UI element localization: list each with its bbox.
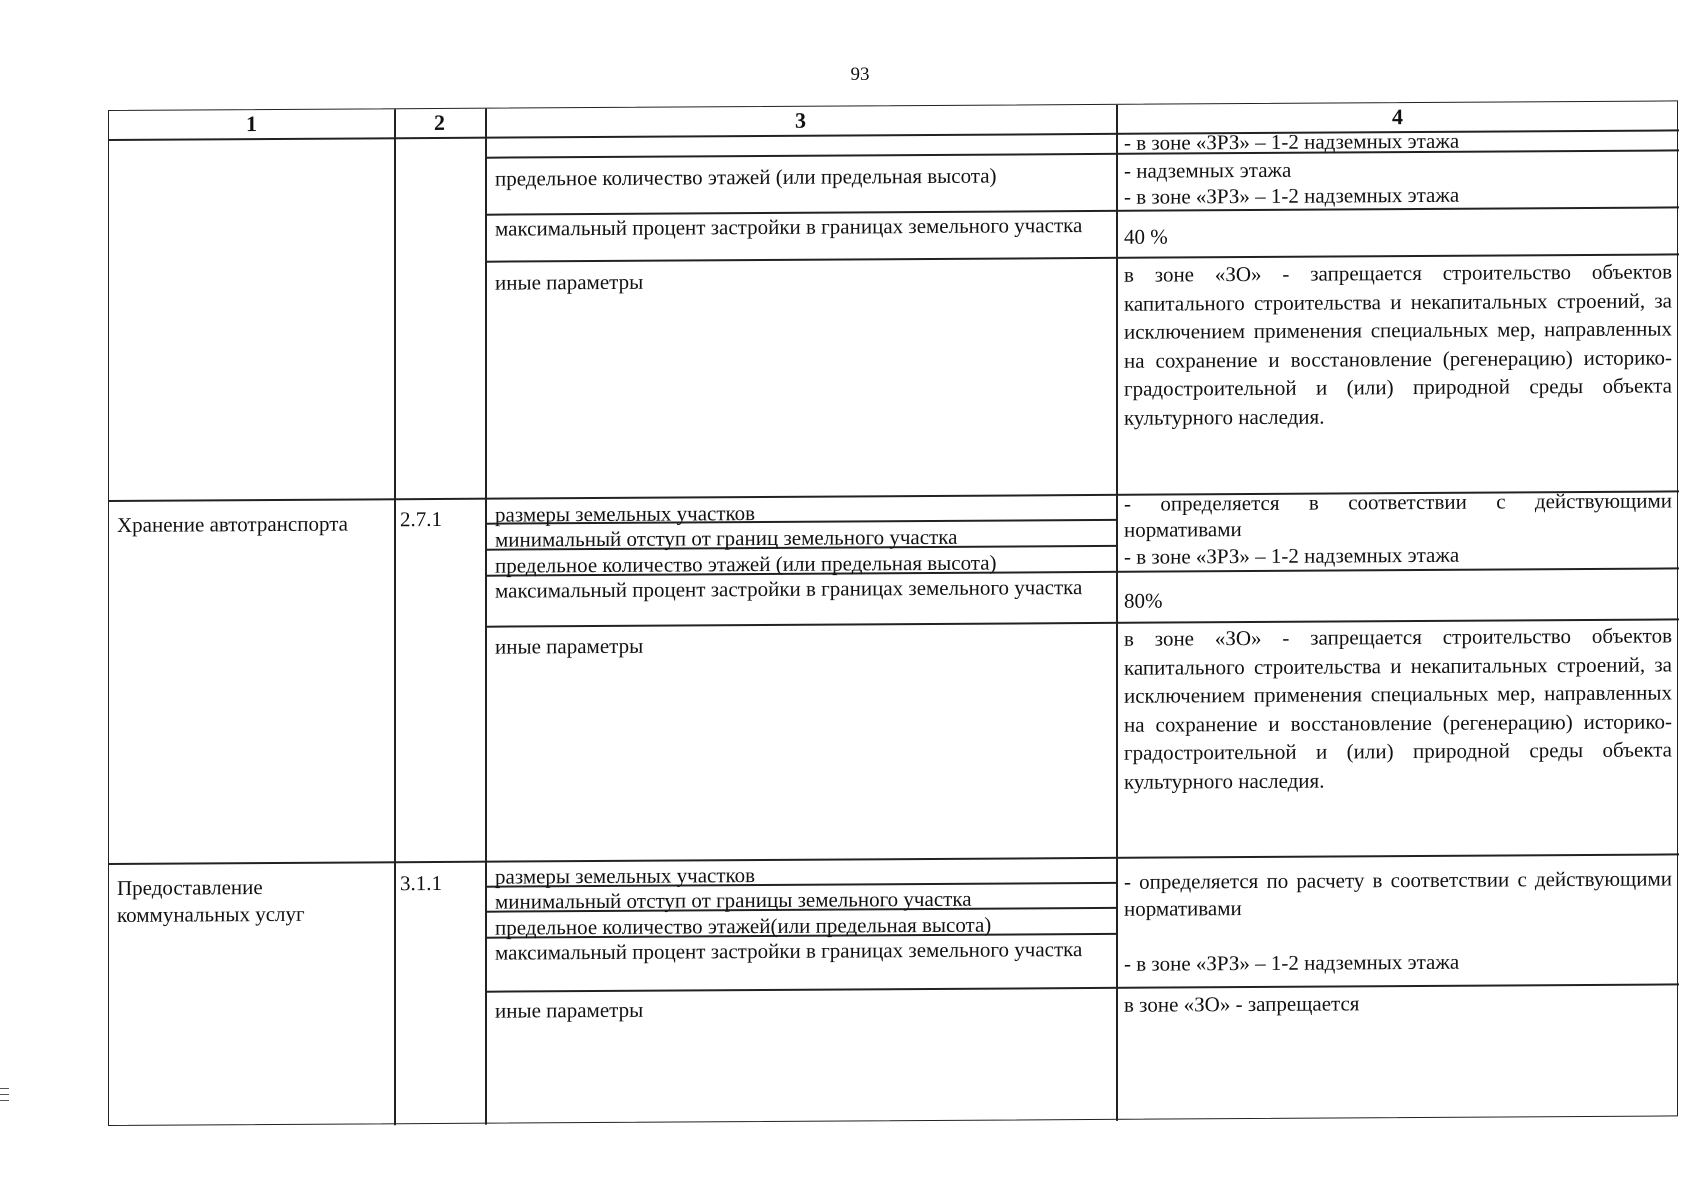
block1-norms-value: - определяется в соответствии с действующими нормативами: [1124, 488, 1672, 542]
block1-other-label: иные параметры: [495, 633, 644, 659]
block2-norms-value: - определяется по расчету в соответствии с действующими нормативами: [1124, 866, 1672, 921]
block0-floors-label: предельное количество этажей (или предельная высота): [495, 163, 997, 191]
block1-code: 2.7.1: [400, 506, 442, 532]
page-number: 93: [850, 64, 870, 85]
block2-land-use-name: Предоставление коммунальных услуг: [117, 875, 305, 927]
block1-floors-label: предельное количество этажей (или предельная высота): [495, 550, 997, 578]
header-col-2: 2: [434, 109, 445, 136]
block0-floors-value-b: - в зоне «ЗРЗ» – 1-2 надземных этажа: [1124, 182, 1460, 209]
scan-edge-mark: [0, 1094, 9, 1095]
block-divider: [109, 853, 1679, 864]
header-col-3: 3: [795, 107, 806, 133]
block2-zrz-value: - в зоне «ЗРЗ» – 1-2 надземных этажа: [1124, 949, 1460, 976]
block0-percent-value: 40 %: [1124, 224, 1168, 249]
block2-setback-label: минимальный отступ от границы земельного участка: [495, 886, 972, 914]
block1-land-use-name: Хранение автотранспорта: [117, 511, 348, 537]
row-divider: [485, 149, 1679, 158]
block2-code: 3.1.1: [400, 870, 442, 896]
header-col-1: 1: [246, 111, 257, 137]
block1-percent-label: максимальный процент застройки в границах земельного участка: [495, 575, 1083, 603]
column-divider: [394, 109, 396, 1125]
block1-zrz-value: - в зоне «ЗРЗ» – 1-2 надземных этажа: [1124, 542, 1460, 569]
scan-edge-mark: [0, 1088, 9, 1089]
block0-other-label: иные параметры: [495, 269, 644, 295]
block0-percent-label: максимальный процент застройки в границах земельного участка: [495, 213, 1083, 241]
block0-other-value: в зоне «ЗО» - запрещается строительство объектов капитального строительства и некапитальных строений, за исключением применения специальных мер, направленных на сохранение и восстановление (регенерацию) историко-градостроительной и (или) природной среды объекта культурного наследия.: [1124, 259, 1672, 430]
block2-sizes-label: размеры земельных участков: [495, 863, 756, 889]
header-col-4: 4: [1392, 104, 1403, 130]
block1-percent-value: 80%: [1124, 588, 1163, 613]
block2-other-value: в зоне «ЗО» - запрещается: [1124, 991, 1360, 1017]
block2-floors-label: предельное количество этажей(или предельная высота): [495, 912, 992, 940]
block0-zrz-floors: - в зоне «ЗРЗ» – 1-2 надземных этажа: [1124, 128, 1460, 155]
block2-percent-label: максимальный процент застройки в границах земельного участка: [495, 937, 1083, 965]
block1-sizes-label: размеры земельных участков: [495, 501, 756, 527]
zoning-parameters-table: [108, 100, 1678, 1126]
scan-edge-mark: [0, 1100, 9, 1101]
block2-other-label: иные параметры: [495, 997, 644, 1023]
block0-floors-value-a: - надземных этажа: [1124, 157, 1292, 183]
block1-other-value: в зоне «ЗО» - запрещается строительство объектов капитального строительства и некапитальных строений, за исключением применения специальных мер, направленных на сохранение и восстановление (регенерацию) историко-градостроительной и (или) природной среды объекта культурного наследия.: [1124, 623, 1672, 794]
block1-setback-label: минимальный отступ от границ земельного участка: [495, 524, 958, 552]
